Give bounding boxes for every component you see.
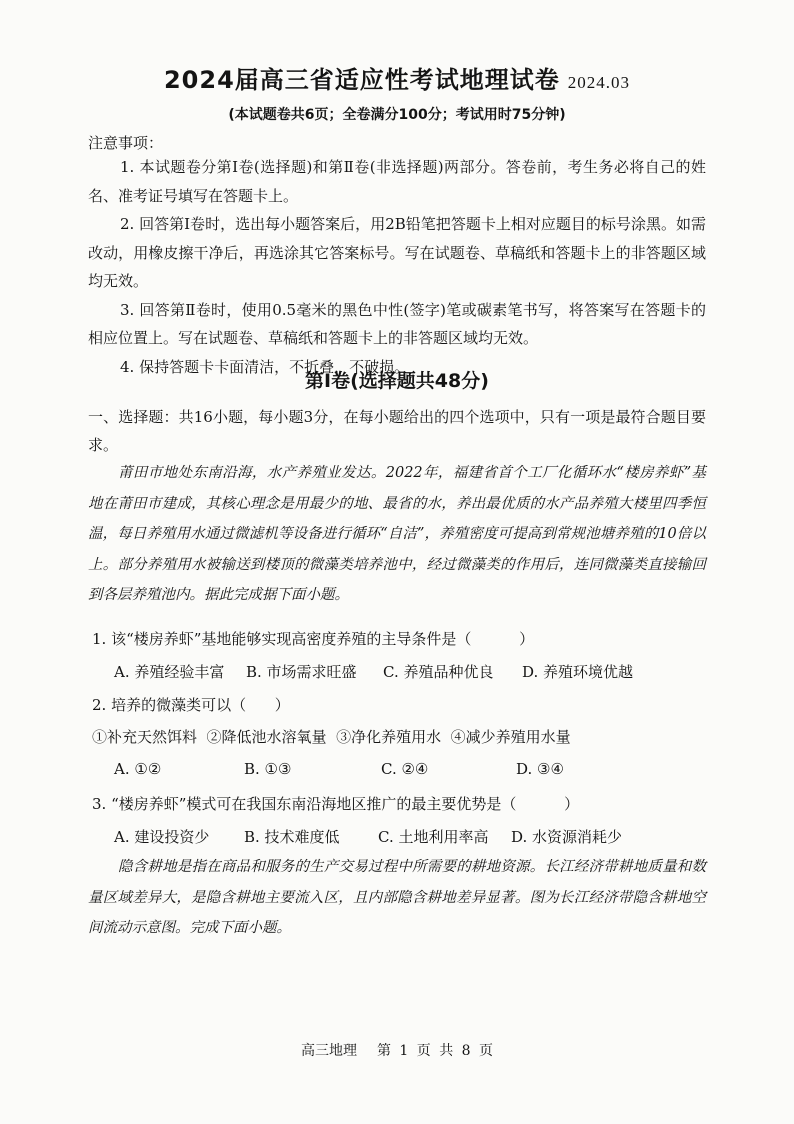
question-1-stem: 1. 该“楼房养虾”基地能够实现高密度养殖的主导条件是（ ） (92, 630, 535, 648)
question-3-stem: 3. “楼房养虾”模式可在我国东南沿海地区推广的最主要优势是（ ） (92, 795, 580, 813)
footer-subject: 高三地理 (300, 1043, 357, 1059)
option-d: D. 水资源消耗少 (511, 828, 623, 846)
notice-item: 3. 回答第Ⅱ卷时，使用0.5毫米的黑色中性(签字)笔或碳素笔书写，将答案写在答题卡的相应位置上。写在试题卷、草稿纸和答题卡上的非答题区域均无效。 (88, 300, 706, 347)
footer-page-number: 第 1 页 共 8 页 (376, 1043, 494, 1059)
option-c: C. ②④ (381, 760, 429, 778)
section-instruction: 一、选择题：共16小题，每小题3分，在每小题给出的四个选项中，只有一项是最符合题目要求。 (88, 408, 706, 454)
option-a: A. 养殖经验丰富 (114, 663, 225, 681)
exam-date: 2024.03 (567, 73, 631, 92)
reading-passage-1: 莆田市地处东南沿海，水产养殖业发达。2022年，福建省首个工厂化循环水“楼房养虾”基地在莆田市建成，其核心理念是用最少的地、最省的水，养出最优质的水产品养殖大楼里四季恒温，每日养殖用水通过微滤机等设备进行循环“自洁”，养殖密度可提高到常规池塘养殖的10倍以上。部分养殖用水被输送到楼顶的微藻类培养池中，经过微藻类的作用后，连同微藻类直接输回到各层养殖池内。据此完成据下面小题。 (88, 465, 706, 603)
option-b: B. 技术难度低 (244, 828, 340, 846)
notice-list (88, 153, 706, 381)
notice-item: 1. 本试题卷分第Ⅰ卷(选择题)和第Ⅱ卷(非选择题)两部分。答卷前，考生务必将自己的姓名、准考证号填写在答题卡上。 (88, 158, 706, 205)
option-a: A. 建设投资少 (114, 828, 210, 846)
option-a: A. ①② (114, 760, 162, 778)
exam-subtitle: (本试题卷共6页；全卷满分100分；考试用时75分钟) (228, 107, 566, 123)
question-1-options (114, 661, 674, 682)
option-c: C. 土地利用率高 (378, 828, 489, 846)
question-2-statements: ①补充天然饵料 ②降低池水溶氧量 ③净化养殖用水 ④减少养殖用水量 (92, 728, 571, 746)
exam-title-text: 2024届高三省适应性考试地理试卷 (163, 66, 560, 94)
option-d: D. ③④ (516, 760, 564, 778)
question-2-stem: 2. 培养的微藻类可以（ ） (92, 696, 290, 714)
notice-item: 4. 保持答题卡卡面清洁，不折叠，不破损。 (120, 357, 410, 376)
notice-item: 2. 回答第Ⅰ卷时，选出每小题答案后，用2B铅笔把答题卡上相对应题目的标号涂黑。如需改动，用橡皮擦干净后，再选涂其它答案标号。写在试题卷、草稿纸和答题卡上的非答题区域均无效。 (88, 215, 706, 290)
option-b: B. 市场需求旺盛 (246, 663, 357, 681)
option-d: D. 养殖环境优越 (522, 663, 634, 681)
question-3-options (114, 826, 674, 847)
reading-passage-2: 隐含耕地是指在商品和服务的生产交易过程中所需要的耕地资源。长江经济带耕地质量和数量区域差异大，是隐含耕地主要流入区，且内部隐含耕地差异显著。图为长江经济带隐含耕地空间流动示意图。完成下面小题。 (88, 859, 706, 936)
exam-title (0, 60, 794, 95)
question-2-options (114, 760, 674, 778)
page-footer (0, 1040, 794, 1060)
option-c: C. 养殖品种优良 (383, 663, 494, 681)
notice-heading: 注意事项： (88, 134, 164, 152)
option-b: B. ①③ (244, 760, 292, 778)
section-title: 第Ⅰ卷(选择题共48分) (305, 370, 489, 392)
